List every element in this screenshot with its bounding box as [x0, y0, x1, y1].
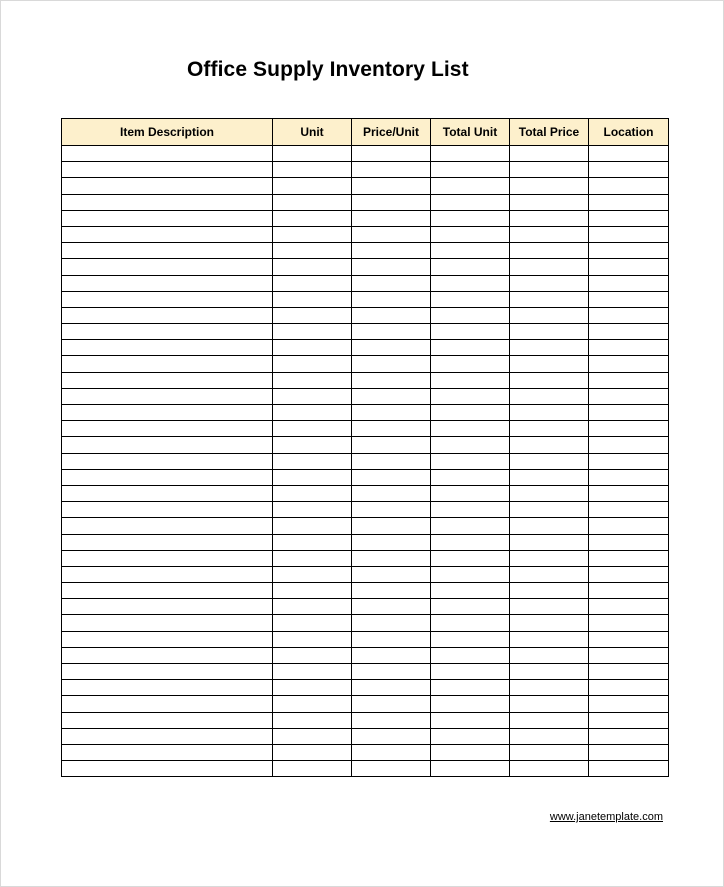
table-cell: [510, 631, 589, 647]
table-cell: [431, 518, 510, 534]
table-row: [62, 146, 669, 162]
table-row: [62, 356, 669, 372]
table-cell: [431, 469, 510, 485]
table-cell: [589, 437, 669, 453]
table-row: [62, 372, 669, 388]
table-cell: [62, 324, 273, 340]
table-row: [62, 324, 669, 340]
table-cell: [273, 728, 352, 744]
column-header-total-unit: Total Unit: [431, 119, 510, 146]
table-cell: [510, 388, 589, 404]
table-body: [62, 146, 669, 777]
table-cell: [510, 566, 589, 582]
table-cell: [62, 178, 273, 194]
table-row: [62, 712, 669, 728]
table-cell: [62, 291, 273, 307]
table-row: [62, 744, 669, 760]
table-cell: [62, 340, 273, 356]
table-row: [62, 502, 669, 518]
table-cell: [431, 680, 510, 696]
table-cell: [510, 162, 589, 178]
table-cell: [62, 502, 273, 518]
table-cell: [62, 210, 273, 226]
table-cell: [510, 761, 589, 777]
table-cell: [431, 647, 510, 663]
table-row: [62, 291, 669, 307]
table-cell: [352, 761, 431, 777]
table-cell: [352, 324, 431, 340]
table-cell: [589, 728, 669, 744]
table-cell: [431, 146, 510, 162]
table-cell: [589, 259, 669, 275]
table-cell: [273, 469, 352, 485]
table-cell: [431, 664, 510, 680]
table-cell: [273, 647, 352, 663]
table-cell: [352, 664, 431, 680]
table-cell: [589, 615, 669, 631]
page-title: Office Supply Inventory List: [187, 58, 469, 81]
table-row: [62, 340, 669, 356]
table-row: [62, 485, 669, 501]
table-cell: [431, 712, 510, 728]
table-cell: [431, 210, 510, 226]
table-row: [62, 696, 669, 712]
table-cell: [510, 664, 589, 680]
table-cell: [510, 728, 589, 744]
table-cell: [589, 485, 669, 501]
table-cell: [273, 178, 352, 194]
table-cell: [431, 340, 510, 356]
table-row: [62, 388, 669, 404]
table-cell: [510, 226, 589, 242]
table-cell: [589, 340, 669, 356]
table-cell: [589, 178, 669, 194]
table-cell: [352, 210, 431, 226]
table-row: [62, 243, 669, 259]
table-cell: [352, 243, 431, 259]
table-cell: [273, 162, 352, 178]
table-cell: [431, 437, 510, 453]
table-cell: [510, 744, 589, 760]
table-cell: [352, 453, 431, 469]
table-cell: [62, 259, 273, 275]
table-cell: [431, 372, 510, 388]
table-cell: [62, 356, 273, 372]
table-cell: [62, 647, 273, 663]
table-row: [62, 728, 669, 744]
table-cell: [352, 696, 431, 712]
table-cell: [352, 405, 431, 421]
table-cell: [352, 146, 431, 162]
table-cell: [589, 599, 669, 615]
table-cell: [62, 307, 273, 323]
table-cell: [352, 712, 431, 728]
table-cell: [62, 194, 273, 210]
table-cell: [273, 761, 352, 777]
table-cell: [352, 728, 431, 744]
table-cell: [62, 550, 273, 566]
table-cell: [273, 680, 352, 696]
table-cell: [510, 647, 589, 663]
website-link[interactable]: www.janetemplate.com: [549, 811, 663, 823]
table-cell: [510, 712, 589, 728]
table-cell: [352, 534, 431, 550]
table-cell: [510, 453, 589, 469]
table-cell: [273, 534, 352, 550]
table-cell: [431, 405, 510, 421]
table-cell: [589, 324, 669, 340]
table-cell: [352, 194, 431, 210]
table-cell: [273, 146, 352, 162]
table-cell: [510, 210, 589, 226]
table-cell: [510, 421, 589, 437]
table-cell: [352, 259, 431, 275]
table-cell: [510, 307, 589, 323]
table-cell: [62, 453, 273, 469]
table-cell: [431, 324, 510, 340]
table-cell: [273, 243, 352, 259]
table-cell: [589, 680, 669, 696]
table-cell: [273, 664, 352, 680]
table-cell: [589, 291, 669, 307]
table-cell: [589, 712, 669, 728]
table-cell: [510, 372, 589, 388]
table-cell: [352, 680, 431, 696]
table-cell: [62, 744, 273, 760]
table-cell: [352, 372, 431, 388]
table-cell: [352, 178, 431, 194]
table-cell: [273, 696, 352, 712]
table-row: [62, 566, 669, 582]
table-cell: [62, 485, 273, 501]
table-row: [62, 405, 669, 421]
table-cell: [273, 259, 352, 275]
table-cell: [510, 599, 589, 615]
table-cell: [589, 744, 669, 760]
table-cell: [510, 437, 589, 453]
table-cell: [352, 502, 431, 518]
table-cell: [431, 744, 510, 760]
table-cell: [431, 534, 510, 550]
table-cell: [589, 243, 669, 259]
table-cell: [273, 502, 352, 518]
table-cell: [352, 340, 431, 356]
table-cell: [62, 469, 273, 485]
table-cell: [62, 372, 273, 388]
table-cell: [510, 680, 589, 696]
table-cell: [352, 744, 431, 760]
table-cell: [62, 631, 273, 647]
table-cell: [352, 388, 431, 404]
table-cell: [273, 421, 352, 437]
table-cell: [273, 518, 352, 534]
table-cell: [273, 615, 352, 631]
table-cell: [273, 291, 352, 307]
table-cell: [62, 518, 273, 534]
table-cell: [431, 599, 510, 615]
table-cell: [510, 550, 589, 566]
table-cell: [62, 712, 273, 728]
table-cell: [589, 405, 669, 421]
table-row: [62, 307, 669, 323]
table-cell: [510, 615, 589, 631]
table-cell: [510, 275, 589, 291]
table-cell: [273, 550, 352, 566]
table-cell: [352, 518, 431, 534]
table-cell: [589, 583, 669, 599]
table-cell: [62, 146, 273, 162]
table-cell: [352, 162, 431, 178]
table-cell: [510, 485, 589, 501]
table-cell: [431, 291, 510, 307]
table-cell: [352, 421, 431, 437]
table-cell: [510, 259, 589, 275]
table-cell: [589, 307, 669, 323]
table-cell: [589, 647, 669, 663]
table-row: [62, 599, 669, 615]
table-cell: [431, 275, 510, 291]
table-cell: [431, 696, 510, 712]
table-cell: [352, 437, 431, 453]
table-cell: [273, 599, 352, 615]
table-row: [62, 550, 669, 566]
table-cell: [589, 146, 669, 162]
table-cell: [352, 647, 431, 663]
table-cell: [273, 307, 352, 323]
table-row: [62, 631, 669, 647]
table-cell: [510, 324, 589, 340]
table-row: [62, 453, 669, 469]
table-cell: [273, 437, 352, 453]
table-cell: [62, 583, 273, 599]
table-cell: [62, 437, 273, 453]
table-row: [62, 259, 669, 275]
table-cell: [273, 194, 352, 210]
table-cell: [431, 243, 510, 259]
table-cell: [510, 583, 589, 599]
table-cell: [589, 631, 669, 647]
inventory-table: [61, 118, 669, 777]
table-cell: [273, 388, 352, 404]
table-cell: [273, 372, 352, 388]
table-cell: [62, 243, 273, 259]
table-row: [62, 437, 669, 453]
table-cell: [273, 226, 352, 242]
table-cell: [589, 518, 669, 534]
table-cell: [352, 615, 431, 631]
table-cell: [510, 469, 589, 485]
table-cell: [273, 340, 352, 356]
table-cell: [62, 761, 273, 777]
table-row: [62, 178, 669, 194]
table-row: [62, 680, 669, 696]
table-cell: [273, 210, 352, 226]
table-cell: [589, 421, 669, 437]
table-cell: [510, 291, 589, 307]
column-header-price-per-unit: Price/Unit: [352, 119, 431, 146]
table-row: [62, 210, 669, 226]
table-cell: [352, 291, 431, 307]
table-cell: [589, 566, 669, 582]
table-cell: [352, 307, 431, 323]
table-cell: [352, 631, 431, 647]
inventory-table-container: [61, 118, 668, 777]
table-cell: [431, 307, 510, 323]
table-cell: [431, 583, 510, 599]
table-cell: [62, 534, 273, 550]
table-cell: [62, 728, 273, 744]
column-header-location: Location: [589, 119, 669, 146]
table-row: [62, 194, 669, 210]
table-row: [62, 615, 669, 631]
table-cell: [352, 599, 431, 615]
table-cell: [510, 146, 589, 162]
table-cell: [62, 421, 273, 437]
table-cell: [589, 664, 669, 680]
table-header-row: [62, 119, 669, 146]
table-cell: [510, 178, 589, 194]
table-cell: [62, 226, 273, 242]
table-cell: [431, 615, 510, 631]
table-cell: [589, 761, 669, 777]
table-cell: [352, 583, 431, 599]
table-cell: [352, 469, 431, 485]
table-cell: [431, 502, 510, 518]
table-cell: [510, 502, 589, 518]
table-cell: [589, 469, 669, 485]
table-cell: [273, 631, 352, 647]
table-row: [62, 583, 669, 599]
table-cell: [589, 210, 669, 226]
table-cell: [431, 453, 510, 469]
table-row: [62, 664, 669, 680]
table-cell: [62, 162, 273, 178]
table-cell: [62, 388, 273, 404]
table-cell: [62, 566, 273, 582]
table-cell: [510, 518, 589, 534]
table-cell: [352, 226, 431, 242]
table-cell: [510, 534, 589, 550]
table-cell: [589, 502, 669, 518]
table-cell: [431, 194, 510, 210]
column-header-unit: Unit: [273, 119, 352, 146]
table-cell: [352, 566, 431, 582]
table-cell: [589, 194, 669, 210]
column-header-item-description: Item Description: [62, 119, 273, 146]
table-cell: [510, 356, 589, 372]
table-cell: [431, 550, 510, 566]
table-row: [62, 534, 669, 550]
table-cell: [431, 259, 510, 275]
table-cell: [273, 324, 352, 340]
table-cell: [352, 356, 431, 372]
table-cell: [431, 566, 510, 582]
table-row: [62, 275, 669, 291]
table-cell: [62, 680, 273, 696]
table-cell: [352, 550, 431, 566]
table-cell: [431, 761, 510, 777]
table-cell: [273, 712, 352, 728]
table-row: [62, 647, 669, 663]
table-cell: [589, 162, 669, 178]
table-row: [62, 162, 669, 178]
table-cell: [273, 485, 352, 501]
table-row: [62, 226, 669, 242]
table-cell: [589, 696, 669, 712]
table-cell: [589, 388, 669, 404]
table-cell: [431, 421, 510, 437]
table-cell: [510, 405, 589, 421]
table-cell: [589, 275, 669, 291]
table-cell: [589, 372, 669, 388]
table-cell: [431, 485, 510, 501]
table-cell: [510, 194, 589, 210]
table-cell: [589, 550, 669, 566]
table-cell: [431, 162, 510, 178]
table-cell: [273, 744, 352, 760]
table-cell: [352, 485, 431, 501]
table-cell: [273, 583, 352, 599]
table-row: [62, 421, 669, 437]
table-cell: [62, 275, 273, 291]
table-cell: [62, 615, 273, 631]
table-cell: [589, 453, 669, 469]
table-cell: [273, 453, 352, 469]
table-row: [62, 469, 669, 485]
table-cell: [431, 226, 510, 242]
table-cell: [510, 243, 589, 259]
table-cell: [62, 664, 273, 680]
table-cell: [589, 226, 669, 242]
table-cell: [431, 631, 510, 647]
table-cell: [431, 728, 510, 744]
table-cell: [62, 696, 273, 712]
table-cell: [510, 340, 589, 356]
table-cell: [273, 566, 352, 582]
table-cell: [431, 388, 510, 404]
table-cell: [62, 599, 273, 615]
table-cell: [431, 356, 510, 372]
table-row: [62, 518, 669, 534]
table-cell: [352, 275, 431, 291]
table-cell: [589, 534, 669, 550]
table-cell: [431, 178, 510, 194]
table-cell: [510, 696, 589, 712]
table-cell: [273, 405, 352, 421]
table-cell: [62, 405, 273, 421]
table-cell: [273, 275, 352, 291]
column-header-total-price: Total Price: [510, 119, 589, 146]
table-cell: [273, 356, 352, 372]
table-row: [62, 761, 669, 777]
table-cell: [589, 356, 669, 372]
